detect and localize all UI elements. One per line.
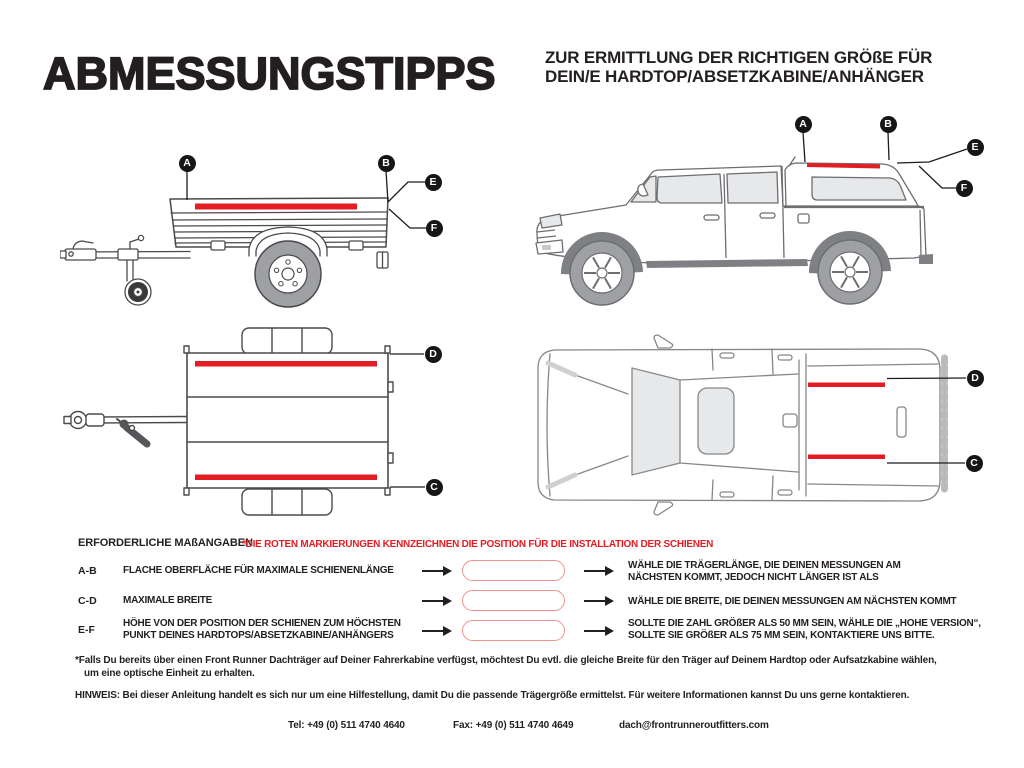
headlight	[540, 214, 562, 228]
truck-side-view-diagram	[500, 100, 1010, 320]
trailer-side-view-diagram	[60, 130, 480, 330]
arrow-right-icon	[584, 626, 614, 636]
marker-c-truck-top: C	[966, 455, 983, 472]
marker-a-trailer-side: A	[179, 155, 196, 172]
marker-f-truck-side: F	[956, 180, 973, 197]
rear-bumper	[919, 254, 933, 264]
measurement-value-field-cd[interactable]	[462, 590, 565, 611]
row-ef-description: HÖHE VON DER POSITION DER SCHIENEN ZUM HÖCHSTEN PUNKT DEINES HARDTOPS/ABSETZKABINE/ANHÄNGERS	[123, 618, 401, 641]
contact-fax: Fax: +49 (0) 511 4740 4649	[453, 720, 574, 731]
door-handle	[704, 215, 719, 220]
marker-e-truck-side: E	[967, 139, 984, 156]
arrow-right-icon	[422, 626, 452, 636]
row-ab-key: A-B	[78, 565, 97, 577]
marker-e-trailer-side: E	[425, 174, 442, 191]
footnote-line2: um eine optische Einheit zu erhalten.	[84, 668, 255, 679]
side-mirror	[654, 335, 673, 348]
footnote-line1: *Falls Du bereits über einen Front Runner Dachträger auf Deiner Fahrerkabine verfügst, möchtest Du evtl. die gleiche Breite für den Träger auf Deinem Hardtop oder Aufsatzkabine wählen,	[75, 655, 937, 666]
red-markings-note: *DIE ROTEN MARKIERUNGEN KENNZEICHNEN DIE POSITION FÜR DIE INSTALLATION DER SCHIENEN	[242, 539, 714, 550]
contact-email: dach@frontrunneroutfitters.com	[619, 720, 769, 731]
hitch-coupler	[65, 249, 96, 260]
fender-bottom	[242, 489, 332, 515]
rail-marking-trailer-top-2	[195, 475, 377, 481]
front-wheel	[570, 241, 634, 305]
marker-a-truck-side: A	[795, 116, 812, 133]
brake-lever	[120, 420, 129, 429]
measurements-heading: ERFORDERLICHE MAßANGABEN	[78, 537, 253, 549]
rail-marking-truck-top-2	[808, 455, 885, 460]
bed-detail	[897, 407, 906, 437]
marker-b-truck-side: B	[880, 116, 897, 133]
windshield-top	[632, 368, 680, 475]
canopy-window	[812, 177, 906, 200]
arrow-right-icon	[422, 596, 452, 606]
side-mirror	[654, 502, 673, 515]
measurement-value-field-ab[interactable]	[462, 560, 565, 581]
trailer-box-top	[187, 353, 388, 488]
sunroof	[698, 388, 734, 454]
row-ab-description: FLACHE OBERFLÄCHE FÜR MAXIMALE SCHIENENLÄNGE	[123, 565, 394, 576]
fender-top	[242, 328, 332, 354]
trailer-wheel	[255, 241, 321, 307]
hitch-coupler	[70, 412, 87, 429]
page-title: ABMESSUNGSTIPPS	[43, 48, 496, 99]
door-handle	[760, 213, 775, 218]
arrow-right-icon	[584, 596, 614, 606]
leader-lines	[390, 354, 425, 487]
rail-marking-trailer-side	[195, 204, 357, 210]
row-ef-instruction: SOLLTE DIE ZAHL GRÖßER ALS 50 MM SEIN, WÄHLE DIE „HOHE VERSION“, SOLLTE SIE GRÖßER ALS 75 MM SEIN, KONTAKTIERE UNS BITTE.	[628, 618, 981, 641]
trailer-top-view-diagram	[60, 325, 480, 520]
marker-d-trailer-top: D	[425, 346, 442, 363]
row-ab-instruction: WÄHLE DIE TRÄGERLÄNGE, DIE DEINEN MESSUNGEN AM NÄCHSTEN KOMMT, JEDOCH NICHT LÄNGER IST ALS	[628, 560, 901, 583]
rail-marking-trailer-top-1	[195, 361, 377, 367]
marker-b-trailer-side: B	[378, 155, 395, 172]
measurement-value-field-ef[interactable]	[462, 620, 565, 641]
front-door-window	[657, 174, 722, 203]
rear-wheel	[818, 240, 882, 304]
rail-marking-truck-top-1	[808, 383, 885, 388]
row-cd-description: MAXIMALE BREITE	[123, 595, 213, 606]
marker-f-trailer-side: F	[426, 220, 443, 237]
row-ef-key: E-F	[78, 624, 95, 636]
contact-tel: Tel: +49 (0) 511 4740 4640	[288, 720, 405, 731]
rear-door-window	[727, 172, 778, 203]
row-cd-instruction: WÄHLE DIE BREITE, DIE DEINEN MESSUNGEN AM NÄCHSTEN KOMMT	[628, 596, 957, 607]
fuel-door	[798, 214, 809, 223]
row-cd-key: C-D	[78, 595, 97, 607]
arrow-right-icon	[584, 566, 614, 576]
page-subtitle-line2: DEIN/E HARDTOP/ABSETZKABINE/ANHÄNGER	[545, 67, 924, 86]
marker-d-truck-top: D	[967, 370, 984, 387]
truck-top-view-diagram	[520, 330, 1010, 520]
arrow-right-icon	[422, 566, 452, 576]
marker-c-trailer-top: C	[426, 479, 443, 496]
hinweis-note: HINWEIS: Bei dieser Anleitung handelt es sich nur um eine Hilfestellung, damit Du die passende Trägergröße ermittelst. Für weitere Informationen kannst Du uns gerne kontaktieren.	[75, 690, 910, 701]
truck-body-top	[538, 349, 940, 501]
page-subtitle-line1: ZUR ERMITTLUNG DER RICHTIGEN GRÖßE FÜR	[545, 48, 933, 67]
